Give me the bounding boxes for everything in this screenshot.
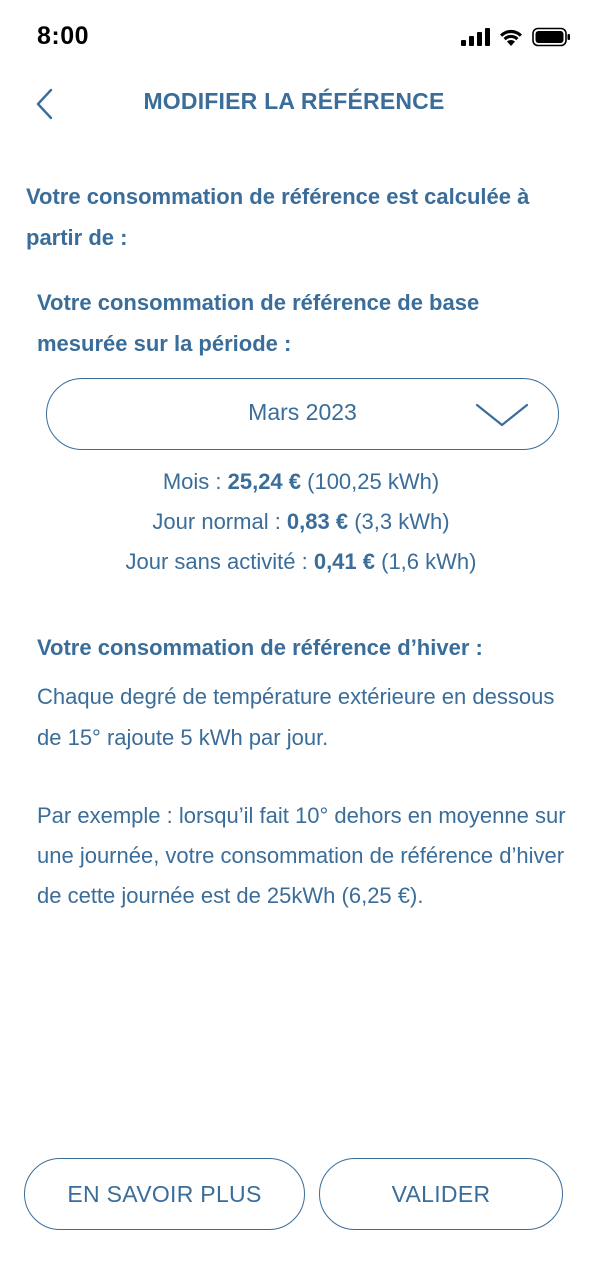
period-select[interactable] [46,378,559,450]
chevron-down-icon [474,401,530,429]
wifi-icon [498,27,524,47]
stat-inactive-day-amount: 0,41 € [313,549,375,574]
intro-text: Votre consommation de référence est calculée à partir de : [26,184,530,250]
cellular-signal-icon [461,28,490,46]
base-consumption-title: Votre consommation de référence de base mesurée sur la période : [37,290,480,356]
period-select-value: Mars 2023 [248,399,357,425]
stat-normal-day: Jour normal : 0,83 € (3,3 kWh) [152,509,450,534]
battery-icon [532,27,572,47]
status-time: 8:00 [37,22,90,50]
header [0,78,602,124]
stat-inactive-day: Jour sans activité : 0,41 € (1,6 kWh) [125,549,477,574]
status-bar [0,0,602,78]
status-icons [461,27,572,47]
learn-more-button[interactable]: EN SAVOIR PLUS [24,1158,305,1230]
stat-month-amount: 25,24 € [227,469,302,494]
validate-button[interactable]: VALIDER [319,1158,563,1230]
base-stats [0,462,602,582]
page-title: MODIFIER LA RÉFÉRENCE [143,88,445,114]
winter-example-text: Par exemple : lorsqu’il fait 10° dehors en moyenne sur une journée, votre consommation de référence d’hiver de cette journée est de 25kWh (6,25 €). [37,803,566,908]
stat-normal-day-amount: 0,83 € [286,509,349,534]
stat-month: Mois : 25,24 € (100,25 kWh) [162,469,440,494]
winter-consumption-text: Chaque degré de température extérieure en dessous de 15° rajoute 5 kWh par jour. [37,684,555,750]
winter-consumption-title: Votre consommation de référence d’hiver : [37,635,483,660]
